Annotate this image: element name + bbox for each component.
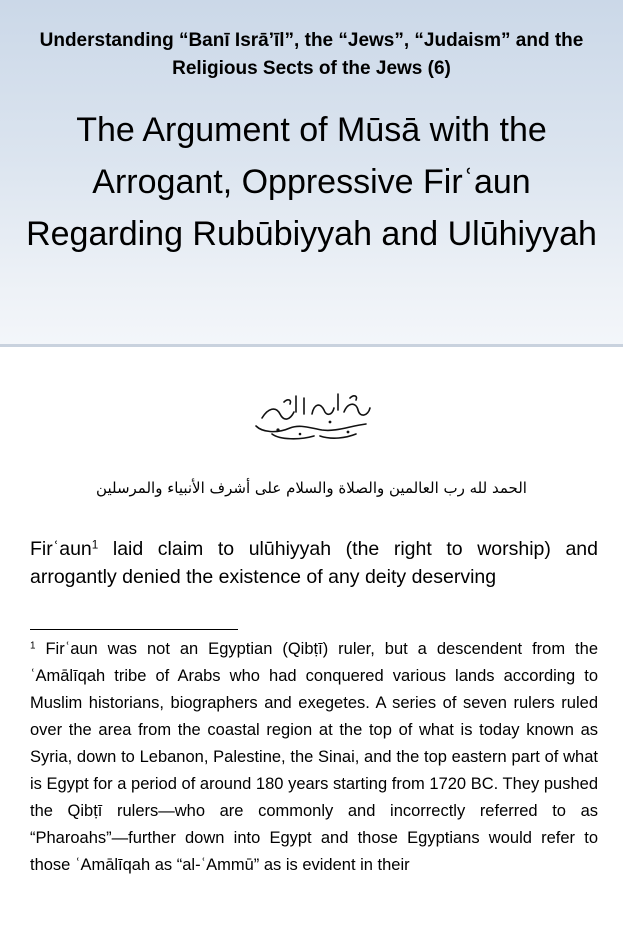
series-title: Understanding “Banī Isrā’īl”, the “Jews”, “Judaism” and the Religious Sects of the Jews (6) <box>39 30 584 79</box>
article-title: The Argument of Mūsā with the Arrogant, Oppressive Firʿaun Regarding Rubūbiyyah and Ulūhiyyah <box>26 111 597 253</box>
footnote-text: Firʿaun was not an Egyptian (Qibṭī) ruler, but a descendent from the ʿAmālīqah tribe of Arabs who had conquered various lands according to Muslim historians, biographers and exegetes. A series of seven rulers ruled over the area from the coastal region at the top of what is today known as Syria, down to Lebanon, Palestine, the Sinai, and the top eastern part of what is Egypt for a period of around 180 years starting from 1720 BC. They pushed the Qibṭī rulers—who are commonly and incorrectly referred to as “Pharoahs”—further down into Egypt and those Egyptians would refer to those ʿAmālīqah as “al-ʿAmmū” as is evident in their <box>30 640 598 874</box>
opening-supplication: الحمد لله رب العالمين والصلاة والسلام على أشرف الأنبياء والمرسلين <box>96 479 527 497</box>
footnote-1 <box>30 636 598 879</box>
footnote-reference[interactable]: 1 <box>91 538 99 552</box>
footnote-marker: 1 <box>30 640 36 652</box>
basmalah-calligraphy-icon <box>0 388 623 444</box>
body-paragraph <box>30 535 598 591</box>
lead-word: Firʿaun <box>30 538 92 560</box>
title-banner <box>0 0 623 347</box>
body-text: laid claim to ulūhiyyah (the right to worship) and arrogantly denied the existence of any deity deserving <box>30 538 598 588</box>
footnote-divider <box>30 629 238 630</box>
